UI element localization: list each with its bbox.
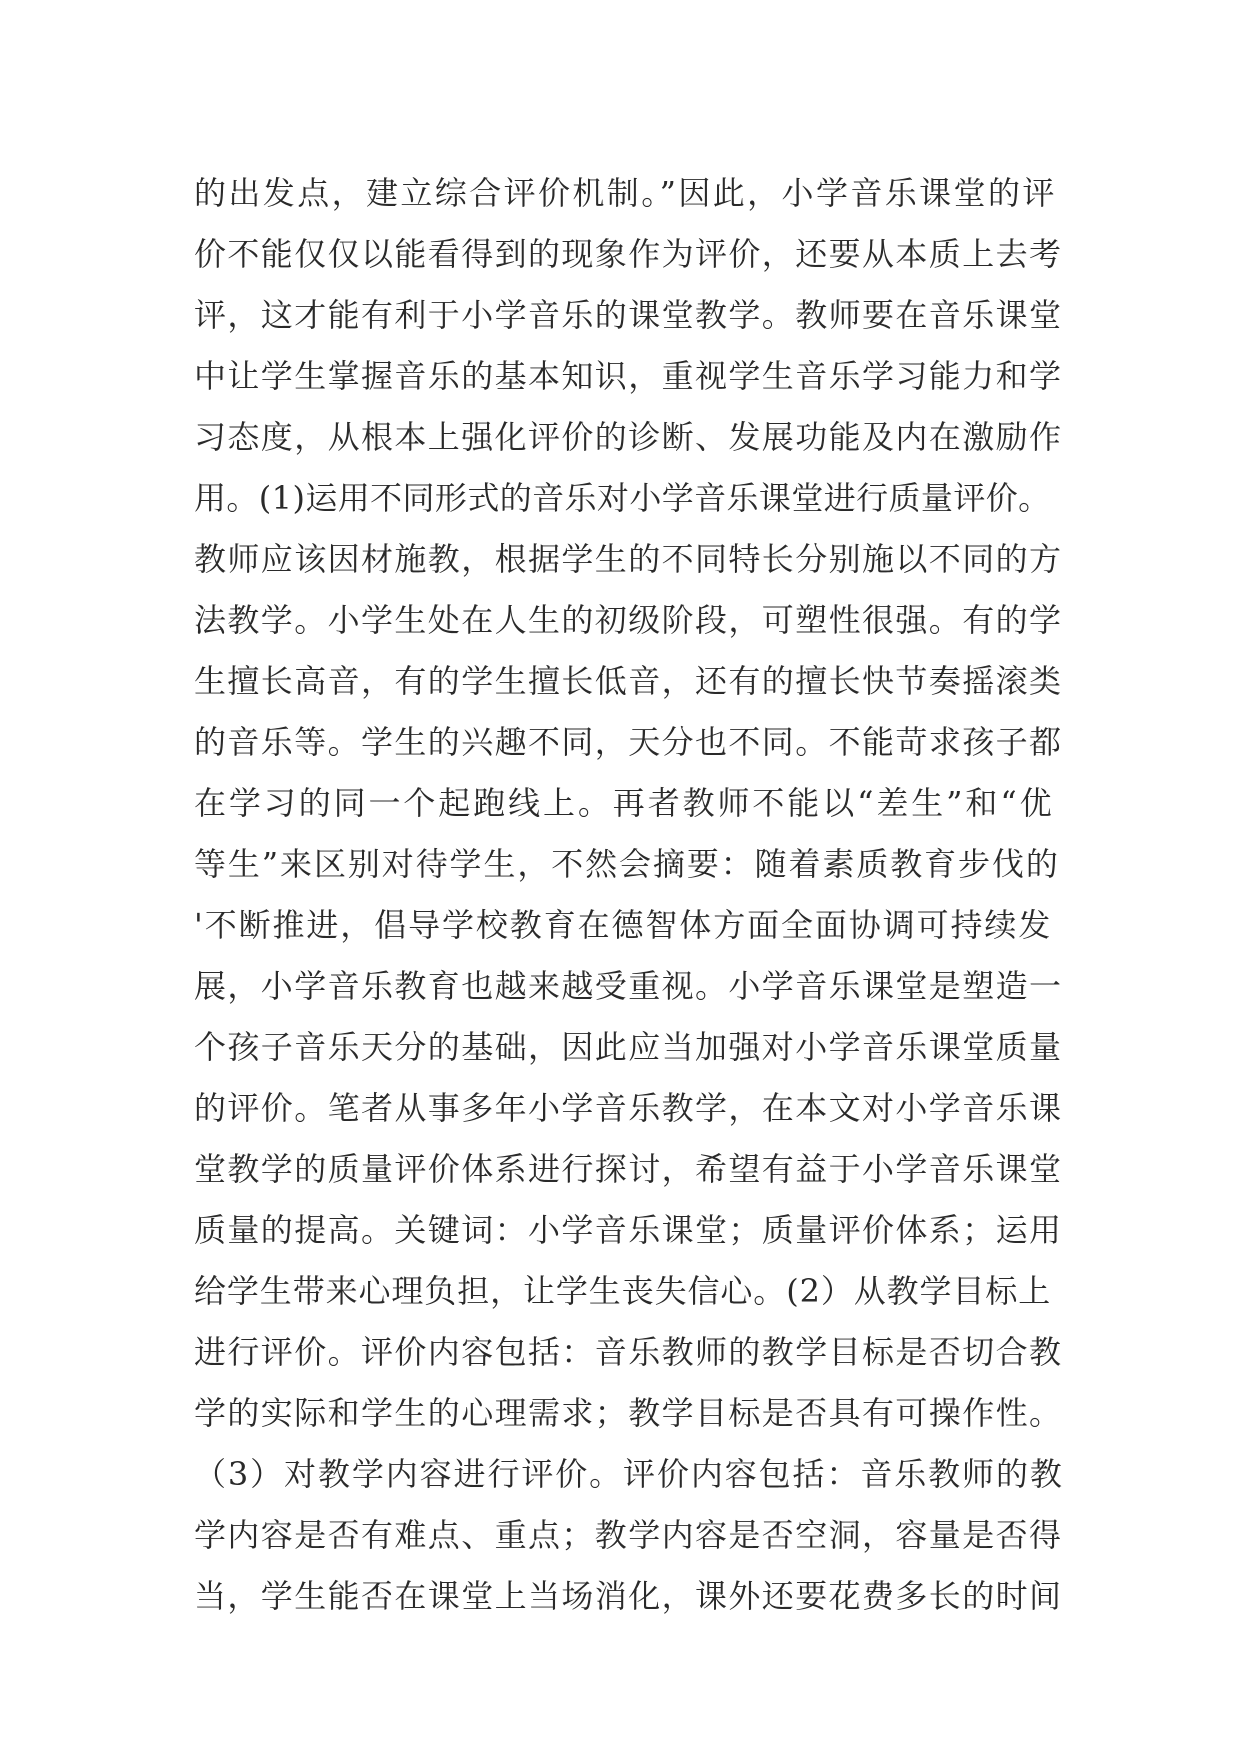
text-line: 的评价。笔者从事多年小学音乐教学，在本文对小学音乐课 xyxy=(194,1089,1063,1127)
text-line: 给学生带来心理负担，让学生丧失信心。(2）从教学目标上 xyxy=(194,1272,1052,1310)
text-line: 中让学生掌握音乐的基本知识，重视学生音乐学习能力和学 xyxy=(194,357,1063,395)
text-line: '不断推进，倡导学校教育在德智体方面全面协调可持续发 xyxy=(194,906,1053,944)
text-line: 个孩子音乐天分的基础，因此应当加强对小学音乐课堂质量 xyxy=(194,1028,1063,1066)
text-line: 质量的提高。关键词：小学音乐课堂；质量评价体系；运用 xyxy=(194,1211,1063,1249)
text-line: （3）对教学内容进行评价。评价内容包括：音乐教师的教 xyxy=(194,1455,1064,1493)
text-line: 等生”来区别对待学生，不然会摘要：随着素质教育步伐的 xyxy=(194,845,1060,883)
text-line: 的出发点，建立综合评价机制。”因此，小学音乐课堂的评 xyxy=(194,174,1057,212)
text-line: 评，这才能有利于小学音乐的课堂教学。教师要在音乐课堂 xyxy=(194,296,1063,334)
text-line: 法教学。小学生处在人生的初级阶段，可塑性很强。有的学 xyxy=(194,601,1063,639)
text-line: 当，学生能否在课堂上当场消化，课外还要花费多长的时间 xyxy=(194,1577,1063,1615)
text-line: 用。(1)运用不同形式的音乐对小学音乐课堂进行质量评价。 xyxy=(194,479,1051,517)
text-line: 生擅长高音，有的学生擅长低音，还有的擅长快节奏摇滚类 xyxy=(194,662,1063,700)
text-line: 在学习的同一个起跑线上。再者教师不能以“差生”和“优 xyxy=(194,784,1055,822)
text-line: 教师应该因材施教，根据学生的不同特长分别施以不同的方 xyxy=(194,540,1063,578)
text-line: 的音乐等。学生的兴趣不同，天分也不同。不能苛求孩子都 xyxy=(194,723,1063,761)
body-text xyxy=(194,163,1064,1627)
text-line: 堂教学的质量评价体系进行探讨，希望有益于小学音乐课堂 xyxy=(194,1150,1063,1188)
text-line: 学内容是否有难点、重点；教学内容是否空洞，容量是否得 xyxy=(194,1516,1063,1554)
text-line: 进行评价。评价内容包括：音乐教师的教学目标是否切合教 xyxy=(194,1333,1063,1371)
text-line: 学的实际和学生的心理需求；教学目标是否具有可操作性。 xyxy=(194,1394,1063,1432)
text-line: 价不能仅仅以能看得到的现象作为评价，还要从本质上去考 xyxy=(194,235,1063,273)
text-line: 习态度，从根本上强化评价的诊断、发展功能及内在激励作 xyxy=(194,418,1063,456)
text-line: 展，小学音乐教育也越来越受重视。小学音乐课堂是塑造一 xyxy=(194,967,1063,1005)
